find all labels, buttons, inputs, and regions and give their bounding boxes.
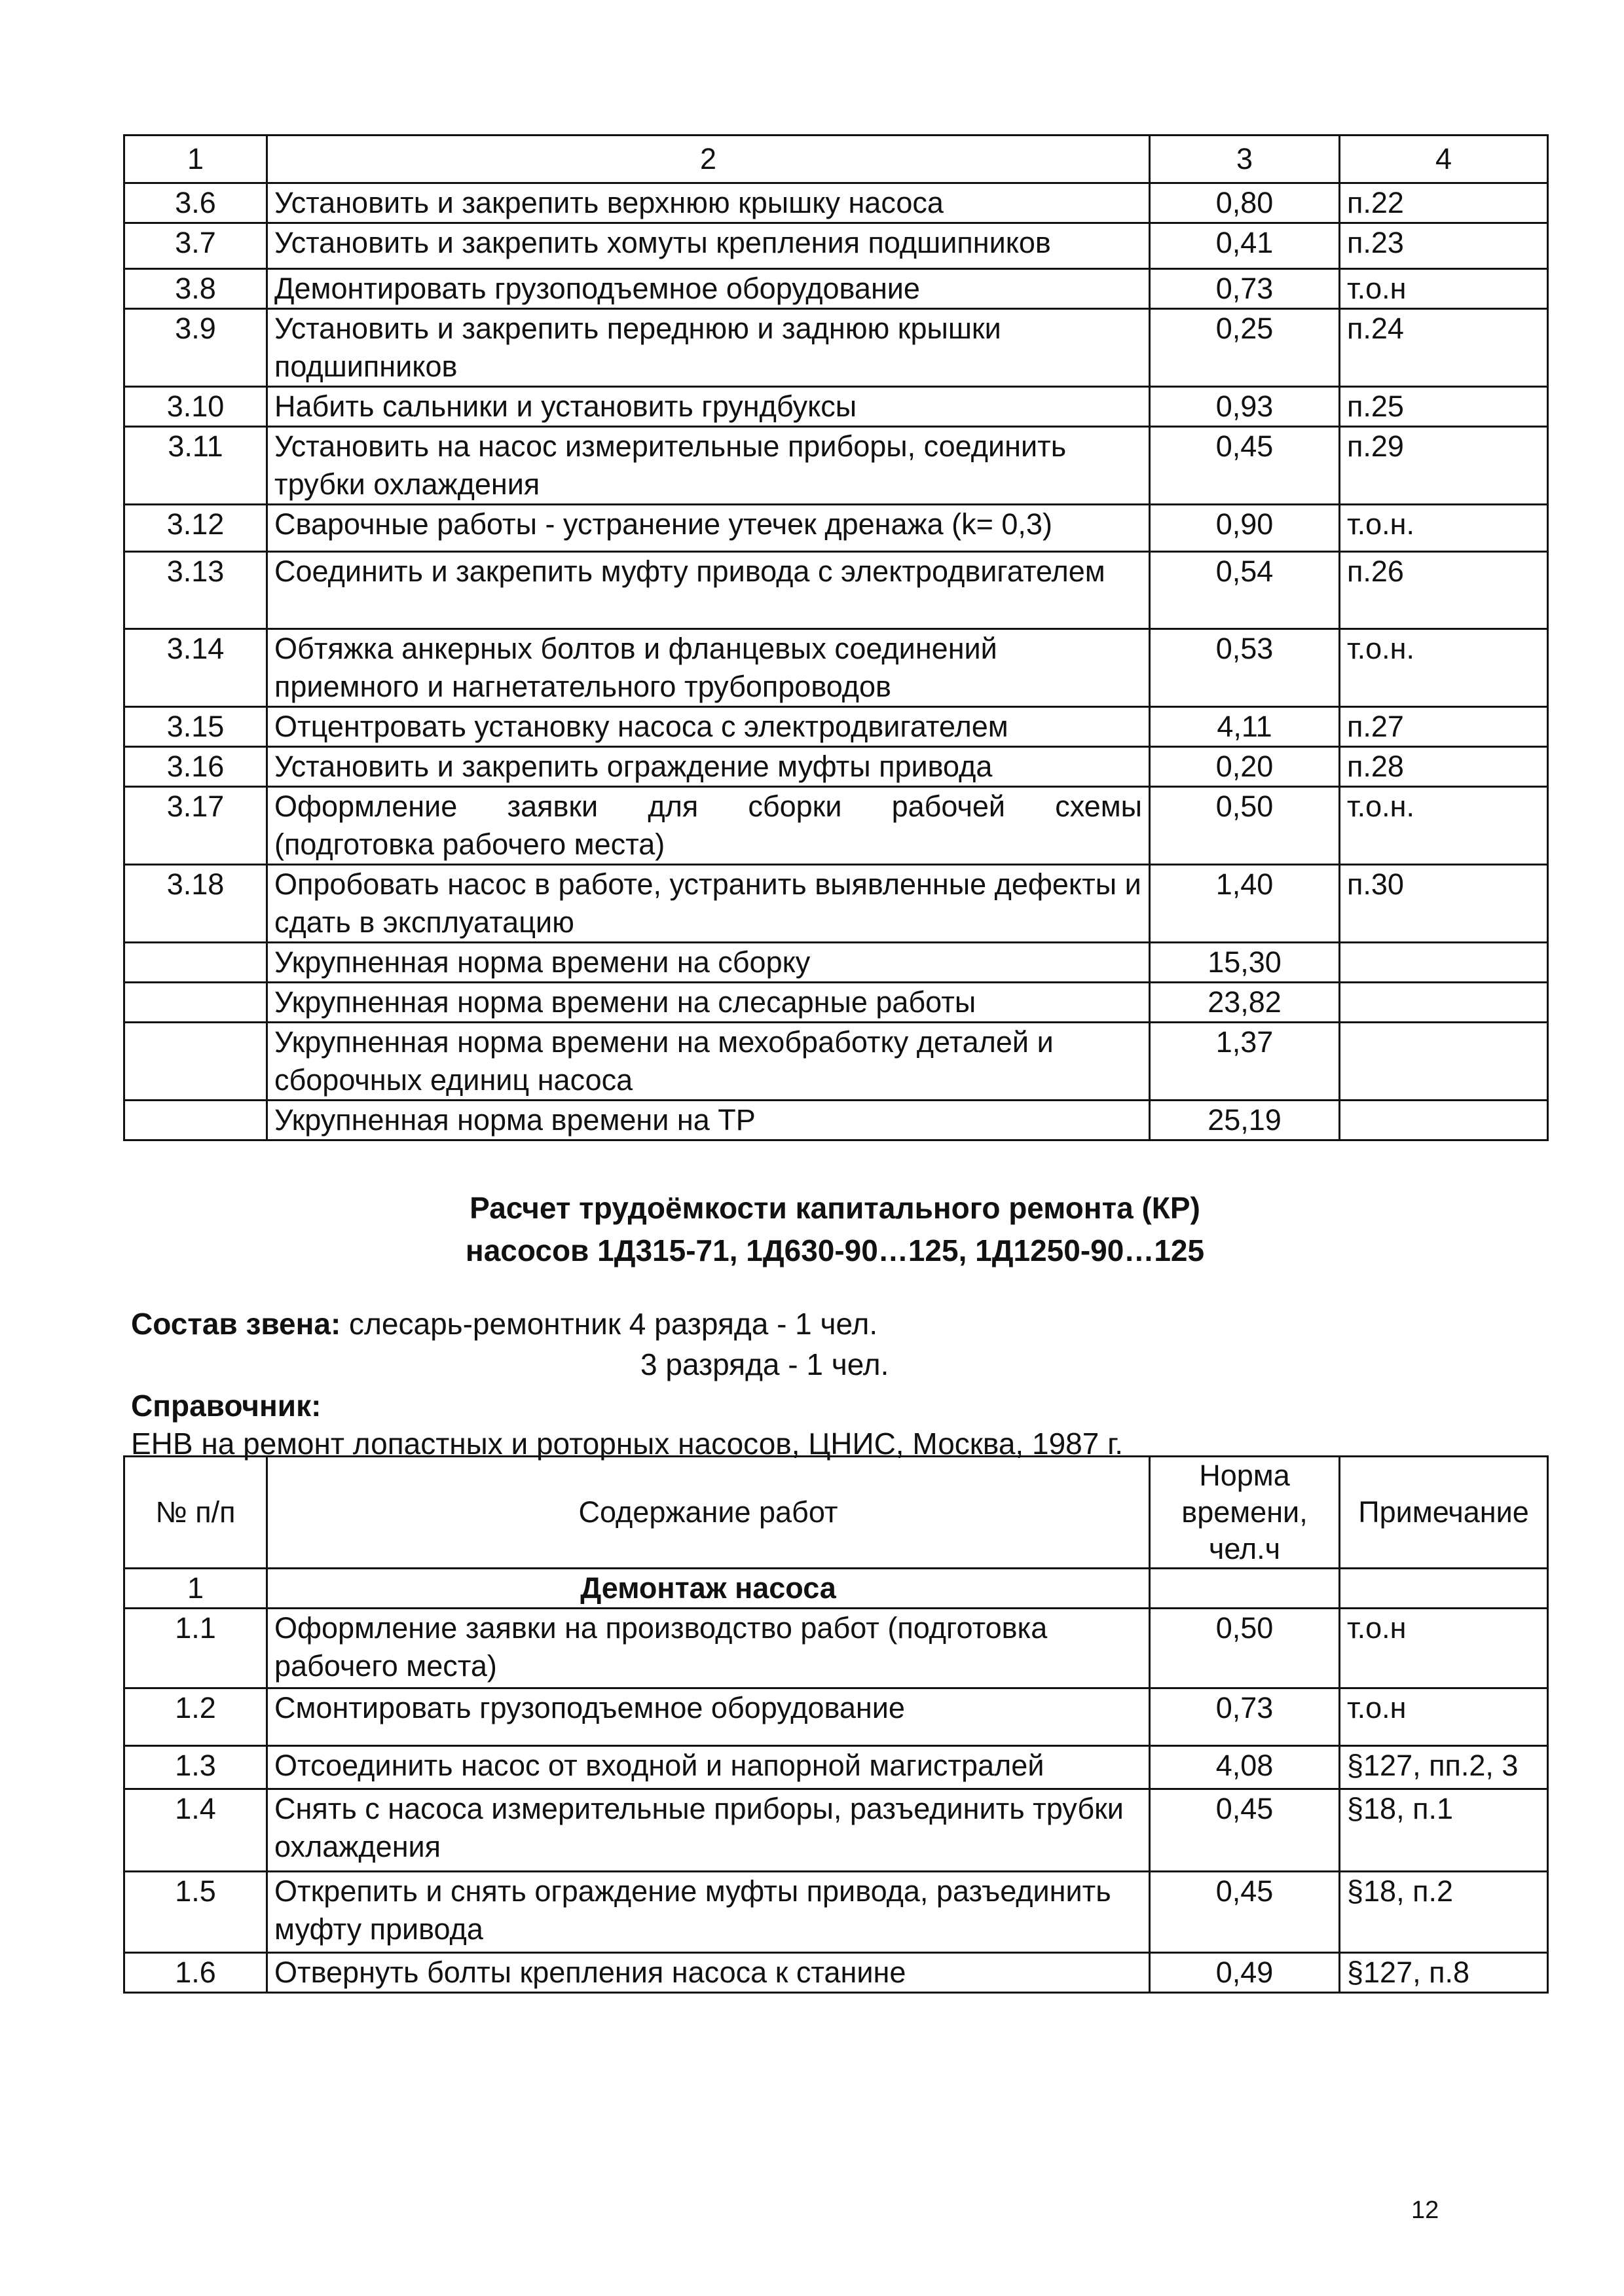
table-row [124, 865, 1548, 943]
row-number: 3.7 [124, 223, 267, 269]
time-norm: 0,53 [1150, 629, 1340, 707]
row-number: 3.13 [124, 552, 267, 629]
row-number: 3.16 [124, 747, 267, 787]
time-norm: 0,50 [1150, 787, 1340, 865]
note: т.о.н. [1340, 629, 1548, 707]
crew-label: Состав звена: [131, 1307, 341, 1341]
row-number: 3.8 [124, 269, 267, 309]
time-norm: 1,40 [1150, 865, 1340, 943]
time-norm: 4,08 [1150, 1746, 1340, 1789]
time-norm: 0,50 [1150, 1609, 1340, 1688]
summary-row [124, 983, 1548, 1023]
time-norm: 0,25 [1150, 309, 1340, 387]
table-row [124, 747, 1548, 787]
row-number [124, 983, 267, 1023]
work-description: Укрупненная норма времени на слесарные работы [267, 983, 1150, 1023]
work-description-line: (подготовка рабочего места) [274, 828, 665, 861]
work-description: Отвернуть болты крепления насоса к станине [267, 1953, 1150, 1993]
note: п.23 [1340, 223, 1548, 269]
note: т.о.н [1340, 1609, 1548, 1688]
table-row [124, 1609, 1548, 1688]
work-description: Соединить и закрепить муфту привода с электродвигателем [267, 552, 1150, 629]
table-row [124, 707, 1548, 747]
row-number: 3.18 [124, 865, 267, 943]
summary-row [124, 943, 1548, 983]
time-norm: 0,45 [1150, 1872, 1340, 1953]
time-norm: 23,82 [1150, 983, 1340, 1023]
work-description: Установить и закрепить хомуты крепления подшипников [267, 223, 1150, 269]
column-header: 1 [124, 136, 267, 183]
crew-line: слесарь-ремонтник 4 разряда - 1 чел. [341, 1307, 878, 1341]
row-number: 1.3 [124, 1746, 267, 1789]
row-number: 1.6 [124, 1953, 267, 1993]
work-description: Укрупненная норма времени на мехобработку деталей и сборочных единиц насоса [267, 1023, 1150, 1101]
note [1340, 943, 1548, 983]
work-description: Отцентровать установку насоса с электродвигателем [267, 707, 1150, 747]
time-norm: 0,73 [1150, 1688, 1340, 1746]
note: п.24 [1340, 309, 1548, 387]
table-row [124, 223, 1548, 269]
time-norm: 25,19 [1150, 1101, 1340, 1140]
time-norm: 0,54 [1150, 552, 1340, 629]
work-description: Смонтировать грузоподъемное оборудование [267, 1688, 1150, 1746]
empty-cell [1340, 1569, 1548, 1609]
work-description: Отсоединить насос от входной и напорной магистралей [267, 1746, 1150, 1789]
table-row [124, 309, 1548, 387]
work-description: Снять с насоса измерительные приборы, разъединить трубки охлаждения [267, 1789, 1150, 1872]
row-number: 1.5 [124, 1872, 267, 1953]
time-norm: 0,49 [1150, 1953, 1340, 1993]
column-header-note: Примечание [1340, 1457, 1548, 1569]
table-row [124, 269, 1548, 309]
summary-row [124, 1023, 1548, 1101]
group-title: Демонтаж насоса [267, 1569, 1150, 1609]
work-description: Набить сальники и установить грундбуксы [267, 387, 1150, 427]
table-row [124, 629, 1548, 707]
time-norm: 4,11 [1150, 707, 1340, 747]
time-norm: 0,20 [1150, 747, 1340, 787]
reference-label: Справочник: [131, 1389, 322, 1423]
row-number: 3.9 [124, 309, 267, 387]
reference-text: ЕНВ на ремонт лопастных и роторных насосов, ЦНИС, Москва, 1987 г. [131, 1427, 1124, 1461]
time-norm: 0,45 [1150, 427, 1340, 505]
row-number: 1.4 [124, 1789, 267, 1872]
row-number [124, 1101, 267, 1140]
row-number: 1.2 [124, 1688, 267, 1746]
work-description: Обтяжка анкерных болтов и фланцевых соединений приемного и нагнетательного трубопроводов [267, 629, 1150, 707]
note: п.27 [1340, 707, 1548, 747]
row-number: 3.14 [124, 629, 267, 707]
column-header: 4 [1340, 136, 1548, 183]
group-row [124, 1569, 1548, 1609]
column-header-number: № п/п [124, 1457, 267, 1569]
row-number [124, 943, 267, 983]
row-number: 3.17 [124, 787, 267, 865]
column-header-content: Содержание работ [267, 1457, 1150, 1569]
table-row [124, 1872, 1548, 1953]
column-header: 2 [267, 136, 1150, 183]
note: т.о.н [1340, 1688, 1548, 1746]
work-description: Открепить и снять ограждение муфты привода, разъединить муфту привода [267, 1872, 1150, 1953]
work-description: Оформление заявки на производство работ (подготовка рабочего места) [267, 1609, 1150, 1688]
note [1340, 983, 1548, 1023]
row-number: 3.6 [124, 183, 267, 223]
table-header-row [124, 1457, 1548, 1569]
note: п.30 [1340, 865, 1548, 943]
row-number: 3.10 [124, 387, 267, 427]
group-number: 1 [124, 1569, 267, 1609]
time-norm: 0,41 [1150, 223, 1340, 269]
work-description: Установить и закрепить верхнюю крышку насоса [267, 183, 1150, 223]
note: п.22 [1340, 183, 1548, 223]
work-description: Укрупненная норма времени на ТР [267, 1101, 1150, 1140]
note: §18, п.2 [1340, 1872, 1548, 1953]
note: т.о.н. [1340, 787, 1548, 865]
crew-composition [131, 1306, 877, 1341]
time-norm: 0,45 [1150, 1789, 1340, 1872]
table-header-row [124, 136, 1548, 183]
section-title: Расчет трудоёмкости капитального ремонта (КР) [470, 1191, 1200, 1225]
work-description: Опробовать насос в работе, устранить выявленные дефекты и сдать в эксплуатацию [267, 865, 1150, 943]
time-norm: 0,93 [1150, 387, 1340, 427]
row-number: 3.12 [124, 505, 267, 552]
row-number: 3.11 [124, 427, 267, 505]
table-row [124, 1789, 1548, 1872]
note [1340, 1101, 1548, 1140]
table-row [124, 552, 1548, 629]
table-row [124, 427, 1548, 505]
table-row [124, 183, 1548, 223]
table-row [124, 1953, 1548, 1993]
empty-cell [1150, 1569, 1340, 1609]
note: §18, п.1 [1340, 1789, 1548, 1872]
section-subtitle: насосов 1Д315-71, 1Д630-90…125, 1Д1250-90…125 [465, 1233, 1205, 1267]
note: т.о.н. [1340, 505, 1548, 552]
note: п.25 [1340, 387, 1548, 427]
work-description: Укрупненная норма времени на сборку [267, 943, 1150, 983]
note: §127, п.8 [1340, 1953, 1548, 1993]
column-header-norm: Норма времени, чел.ч [1150, 1457, 1340, 1569]
table-row [124, 505, 1548, 552]
capital-repair-table [123, 1455, 1549, 1994]
work-description: Сварочные работы - устранение утечек дренажа (k= 0,3) [267, 505, 1150, 552]
time-norm: 1,37 [1150, 1023, 1340, 1101]
time-norm: 0,90 [1150, 505, 1340, 552]
column-header: 3 [1150, 136, 1340, 183]
row-number: 1.1 [124, 1609, 267, 1688]
note: п.28 [1340, 747, 1548, 787]
work-description: Установить на насос измерительные приборы, соединить трубки охлаждения [267, 427, 1150, 505]
note: п.26 [1340, 552, 1548, 629]
work-description: Установить и закрепить переднюю и заднюю крышки подшипников [267, 309, 1150, 387]
time-norm: 0,80 [1150, 183, 1340, 223]
table-row [124, 1746, 1548, 1789]
note: т.о.н [1340, 269, 1548, 309]
note: §127, пп.2, 3 [1340, 1746, 1548, 1789]
table-row [124, 1688, 1548, 1746]
work-description: Установить и закрепить ограждение муфты привода [267, 747, 1150, 787]
row-number: 3.15 [124, 707, 267, 747]
time-norm: 0,73 [1150, 269, 1340, 309]
note: п.29 [1340, 427, 1548, 505]
note [1340, 1023, 1548, 1101]
table-row [124, 787, 1548, 865]
summary-row [124, 1101, 1548, 1140]
work-description: Демонтировать грузоподъемное оборудование [267, 269, 1150, 309]
work-description [267, 787, 1150, 865]
repair-norms-table-continued [123, 134, 1549, 1141]
work-description-line: Оформление заявки для сборки рабочей схемы [274, 790, 1142, 823]
time-norm: 15,30 [1150, 943, 1340, 983]
crew-line-2: 3 разряда - 1 чел. [640, 1347, 889, 1381]
row-number [124, 1023, 267, 1101]
table-row [124, 387, 1548, 427]
page-number: 12 [1411, 2196, 1439, 2224]
